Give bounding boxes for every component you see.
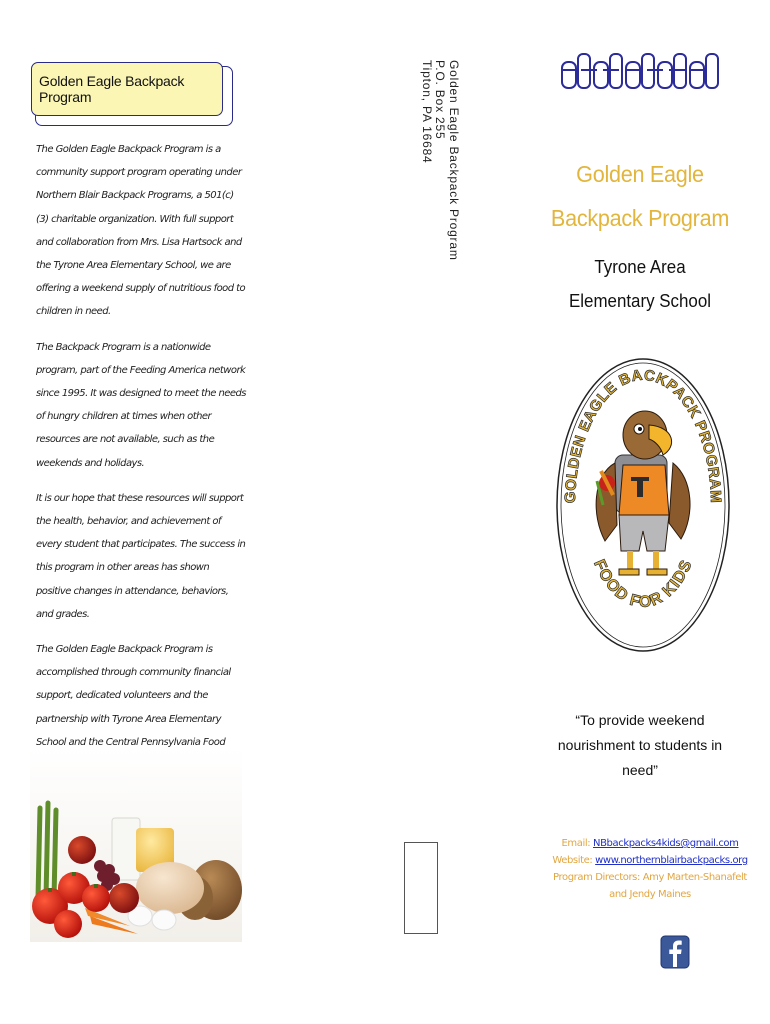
email-link[interactable]: NBbackpacks4kids@gmail.com	[593, 838, 739, 849]
title-box	[31, 62, 229, 122]
main-title-line-2: Backpack Program	[550, 205, 730, 231]
main-title	[546, 152, 734, 240]
mailing-line-2: P.O. Box 255	[433, 60, 448, 140]
paragraph-intro: The Golden Eagle Backpack Program is a community support program operating under Northern Blair Backpack Programs, a 501(c)(3) charitable organization. With full support and collaboration from Mrs. Lisa Hartsock and the Tyrone Area Elementary School, we are offering a weekend supply of nutritious food to children in need.	[36, 144, 246, 318]
school-line-1: Tyrone Area	[594, 257, 686, 277]
paragraph-hope: It is our hope that these resources will support the health, behavior, and achievement of every student that participates. The success in this program in other areas has shown positive changes in attendance, behaviors, and grades.	[36, 492, 246, 620]
handprint-chain-icon	[559, 48, 724, 96]
main-title-line-1: Golden Eagle	[576, 161, 704, 187]
facebook-icon[interactable]	[660, 935, 690, 969]
directors-names-2: and Jendy Maines	[609, 889, 691, 900]
website-label: Website:	[552, 855, 593, 866]
mission-quote	[540, 708, 740, 783]
paragraph-nationwide: The Backpack Program is a nationwide program, part of the Feeding America network since 1995. It was designed to meet the needs of hungry children at times when other resources are not available, such as the weekends and holidays.	[36, 341, 246, 469]
website-link[interactable]: www.northernblairbackpacks.org	[595, 855, 748, 866]
food-photo	[30, 748, 242, 942]
email-row	[545, 835, 755, 852]
eagle-emblem	[553, 355, 733, 655]
directors-names-1: Amy Marten-Shanafelt	[642, 872, 747, 883]
school-line-2: Elementary School	[568, 291, 711, 311]
mailing-address	[420, 60, 461, 261]
paragraph-partnership: The Golden Eagle Backpack Program is accomplished through community financial support, dedicated volunteers and the partnership with Tyrone Area Elementary School and the Central Pennsylvania Food	[36, 644, 231, 748]
stamp-box	[404, 842, 438, 934]
mailing-line-3: Tipton, PA 16684	[420, 60, 434, 164]
body-text	[36, 138, 246, 789]
quote-line-1: “To provide weekend	[575, 712, 705, 728]
emblem-bottom-text: FOOD FOR KIDS	[590, 557, 696, 612]
quote-line-2: nourishment to students in	[557, 737, 723, 753]
email-label: Email:	[561, 838, 591, 849]
emblem-top-text: GOLDEN EAGLE BACKPACK PROGRAM	[561, 366, 725, 504]
school-name	[546, 250, 734, 318]
contact-info	[545, 835, 755, 903]
directors-row	[545, 869, 755, 886]
quote-line-3: need”	[622, 762, 658, 778]
left-title: Golden Eagle Backpack Program	[39, 73, 185, 105]
website-row	[545, 852, 755, 869]
title-box-front	[31, 62, 223, 116]
mailing-line-1: Golden Eagle Backpack Program	[447, 60, 461, 261]
directors-label: Program Directors:	[553, 872, 640, 883]
